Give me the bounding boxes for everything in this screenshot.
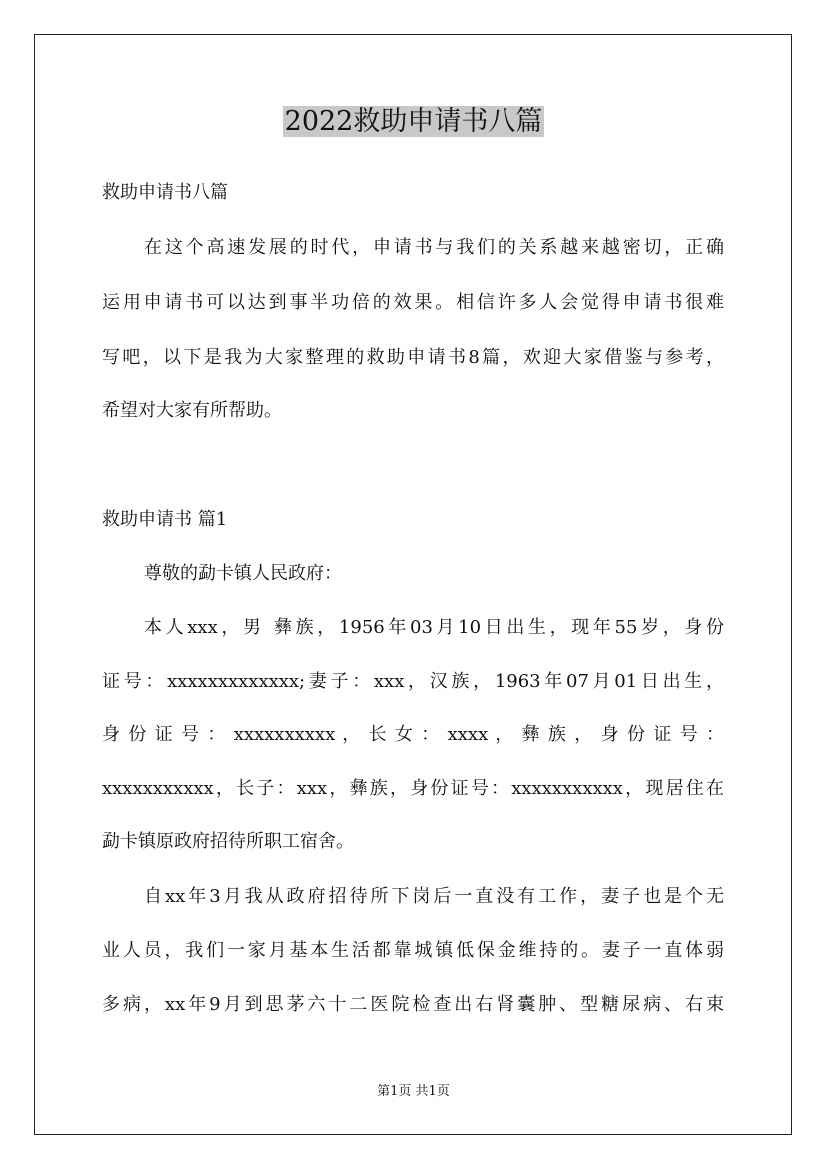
section-heading: 救助申请书 篇1	[102, 509, 228, 530]
intro-line: 写吧，以下是我为大家整理的救助申请书8篇，欢迎大家借鉴与参考，	[102, 347, 724, 368]
paragraph-line: 身 份 证 号 ： xxxxxxxxxx ， 长 女 ： xxxx ， 彝 族 ， 身 份 证 号 ：	[102, 724, 724, 745]
paragraph-line: 业人员，我们一家月基本生活都靠城镇低保金维持的。妻子一直体弱	[102, 940, 724, 961]
intro-line: 希望对大家有所帮助。	[102, 400, 282, 421]
paragraph-line: 本人xxx，男 彝族，1956年03月10日出生，现年55岁，身份	[144, 617, 724, 638]
paragraph-line: xxxxxxxxxxx，长子：xxx，彝族，身份证号：xxxxxxxxxxx，现居住在	[102, 778, 724, 799]
paragraph-line: 勐卡镇原政府招待所职工宿舍。	[102, 831, 354, 852]
document-title	[0, 102, 827, 142]
paragraph-line: 多病，xx年9月到思茅六十二医院检查出右肾囊肿、型糖尿病、右束	[102, 994, 724, 1015]
intro-line: 运用申请书可以达到事半功倍的效果。相信许多人会觉得申请书很难	[102, 292, 724, 313]
paragraph-line: 证号：xxxxxxxxxxxxx;妻子：xxx，汉族，1963年07月01日出生，	[102, 671, 724, 692]
intro-line: 在这个高速发展的时代，申请书与我们的关系越来越密切，正确	[144, 237, 724, 258]
salutation: 尊敬的勐卡镇人民政府：	[144, 563, 342, 584]
document-title-text: 2022救助申请书八篇	[284, 106, 543, 137]
document-subtitle: 救助申请书八篇	[102, 182, 228, 203]
page-number-footer: 第1页 共1页	[377, 1084, 450, 1099]
paragraph-line: 自xx年3月我从政府招待所下岗后一直没有工作，妻子也是个无	[144, 886, 724, 907]
